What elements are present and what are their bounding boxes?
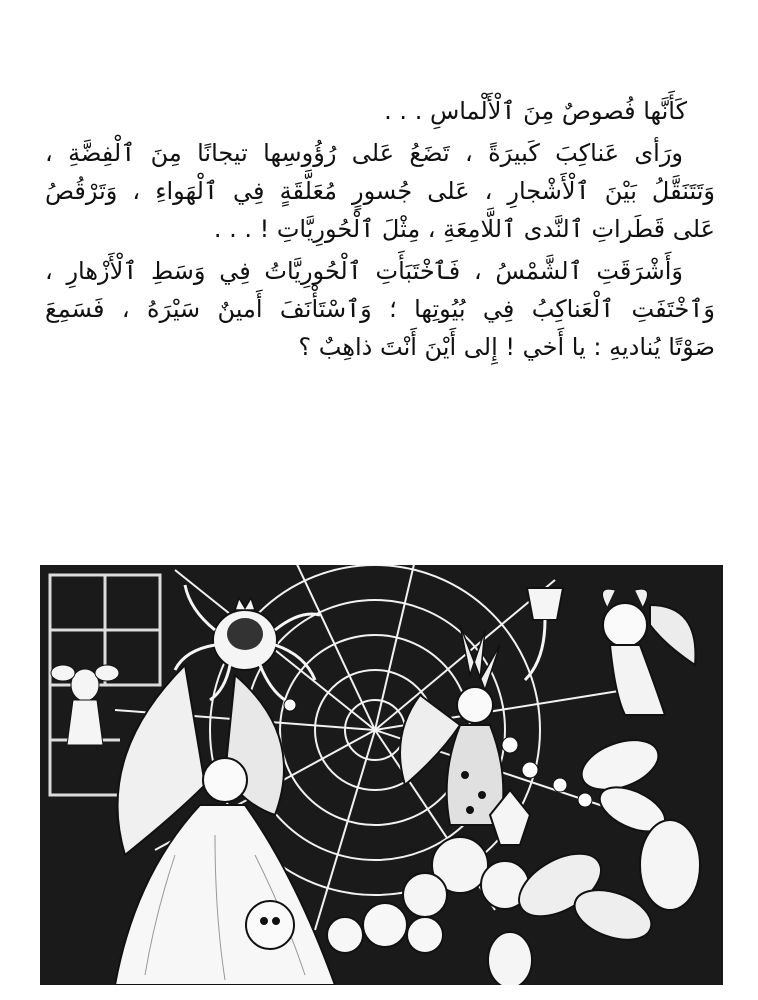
spider-web-fairies-illustration [40, 565, 723, 985]
story-text [45, 92, 715, 366]
text-line: كَأَنَّها فُصوصٌ مِنَ ٱلْأَلْماسِ . . . [384, 97, 687, 125]
text-line: صَوْتًا يُناديهِ : يا أَخي ! إِلى أَيْنَ أَنْتَ ذاهِبٌ ؟ [298, 333, 715, 361]
text-line: وَٱخْتَفَتِ ٱلْعَناكِبُ فِي بُيُوتِها ؛ وَٱسْتَأْنَفَ أَمينٌ سَيْرَهُ ، فَسَمِعَ [45, 295, 715, 323]
text-line: وَتَتَنَقَّلُ بَيْنَ ٱلْأَشْجارِ ، عَلى جُسورٍ مُعَلَّقَةٍ فِي ٱلْهَواءِ ، وَتَرْقُصُ [45, 177, 715, 205]
illustration-artwork [40, 565, 723, 985]
text-line: ورَأى عَناكِبَ كَبيرَةً ، تَضَعُ عَلى رُؤُوسِها تيجانًا مِنَ ٱلْفِضَّةِ ، [45, 139, 683, 167]
text-line: عَلى قَطَراتِ ٱلنَّدى ٱللَّامِعَةِ ، مِثْلَ ٱلْحُورِيَّاتِ ! . . . [213, 215, 715, 243]
text-line: وَأَشْرَقَتِ ٱلشَّمْسُ ، فَٱخْتَبَأَتِ ٱلْحُورِيَّاتُ فِي وَسَطِ ٱلْأَزْهارِ ، [45, 257, 683, 285]
